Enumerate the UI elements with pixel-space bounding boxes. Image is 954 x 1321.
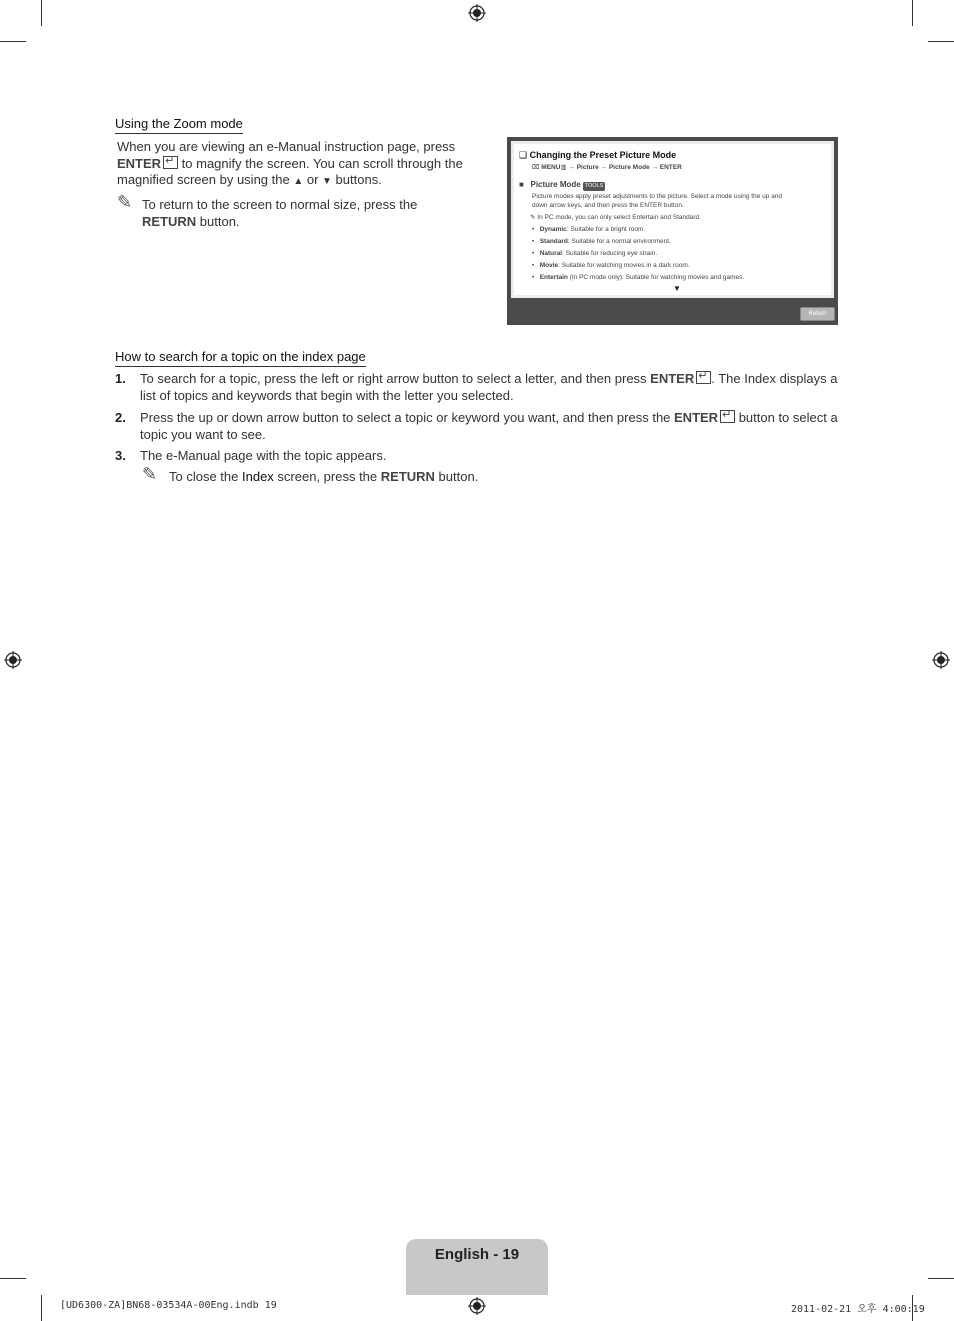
bullet-term: Natural <box>539 250 563 257</box>
bullet-text: : Suitable for a bright room. <box>566 226 646 233</box>
list-item: • Entertain (In PC mode only): Suitable for watching movies and games. <box>532 274 745 281</box>
enter-icon <box>720 410 735 423</box>
step-text <box>140 409 840 443</box>
index-label: Index <box>242 469 274 484</box>
step-number: 3. <box>115 448 126 463</box>
return-key-label: RETURN <box>380 469 435 484</box>
list-item: • Dynamic: Suitable for a bright room. <box>532 226 646 233</box>
return-key-label: RETURN <box>142 213 197 229</box>
note-pencil-icon: ✎ <box>142 464 158 484</box>
screen-page-title: ❑ Changing the Preset Picture Mode <box>519 150 677 160</box>
up-arrow-icon: ▲ <box>293 176 304 187</box>
zoom-text: buttons. <box>331 172 382 187</box>
screen-description <box>532 193 782 210</box>
zoom-text: to magnify the screen. You can scroll through the magnified screen by using the <box>117 155 463 187</box>
screen-menu-path: ⌧ MENU▥ → Picture → Picture Mode → ENTER <box>532 164 682 171</box>
zoom-note <box>142 197 442 230</box>
registration-mark-icon <box>468 4 486 22</box>
step-text-part: button to select a topic you want to see. <box>140 410 838 442</box>
desc-text: Picture modes apply preset adjustments to the picture. Select a mode using the up and <box>532 193 783 200</box>
step-number: 1. <box>115 371 126 386</box>
enter-key-label: ENTER <box>650 371 695 386</box>
note-text: button. <box>434 469 479 484</box>
step-text-part: Press the up or down arrow button to select a topic or keyword you want, and then press the <box>140 410 675 425</box>
e-manual-screen-image <box>507 137 838 325</box>
scroll-down-icon[interactable]: ▼ <box>673 284 681 293</box>
step-number: 2. <box>115 410 126 425</box>
page-number-badge <box>406 1239 548 1295</box>
screen-section-heading: ■ Picture Mode TOOLS <box>519 180 604 189</box>
screen-title-text: Changing the Preset Picture Mode <box>529 150 677 160</box>
enter-icon <box>163 156 178 169</box>
page-number-label: English - 19 <box>434 1246 520 1263</box>
screen-note-text: In PC mode, you can only select Entertain and Standard. <box>537 214 701 221</box>
crop-mark <box>928 1278 954 1279</box>
return-button[interactable]: Return <box>800 307 835 321</box>
crop-mark <box>0 41 26 42</box>
crop-mark <box>0 1278 26 1279</box>
crop-mark <box>41 1295 42 1321</box>
registration-mark-icon <box>468 1297 486 1315</box>
screen-content-frame <box>511 141 834 298</box>
bullet-text: (In PC mode only): Suitable for watching movies and games. <box>567 274 745 281</box>
index-note <box>169 469 669 486</box>
note-pencil-icon: ✎ <box>117 192 133 212</box>
enter-key-label: ENTER <box>117 155 162 171</box>
step-text-part: . The Index displays a list of topics and keywords that begin with the letter you selected. <box>140 371 838 403</box>
note-text: button. <box>196 213 240 229</box>
screen-note: ✎ In PC mode, you can only select Entertain and Standard. <box>530 214 701 221</box>
zoom-section-heading: Using the Zoom mode <box>115 116 243 134</box>
print-slug-right: 2011-02-21 오후 4:00:19 <box>791 1304 925 1315</box>
registration-mark-icon <box>4 651 22 669</box>
screen-content-page <box>514 144 831 295</box>
bullet-term: Movie <box>539 262 559 269</box>
step-text <box>140 370 840 404</box>
list-item: • Standard: Suitable for a normal environment. <box>532 238 671 245</box>
step-text-part: To search for a topic, press the left or right arrow button to select a letter, and then press <box>140 371 651 386</box>
bullet-text: : Suitable for watching movies in a dark room. <box>558 262 690 269</box>
registration-mark-icon <box>932 651 950 669</box>
enter-icon <box>696 371 711 384</box>
note-text: screen, press the <box>273 469 381 484</box>
bullet-text: : Suitable for reducing eye strain. <box>562 250 658 257</box>
desc-text: button. <box>662 201 684 209</box>
note-text: To return to the screen to normal size, press the <box>142 197 418 212</box>
down-arrow-icon: ▼ <box>322 176 332 187</box>
crop-mark <box>928 41 954 42</box>
bullet-term: Entertain <box>539 274 568 281</box>
bullet-term: Dynamic <box>539 226 567 233</box>
step-text <box>140 447 840 464</box>
zoom-text: When you are viewing an e-Manual instruction page, press <box>117 139 456 154</box>
list-item: • Natural: Suitable for reducing eye strain. <box>532 250 658 257</box>
list-item: • Movie: Suitable for watching movies in a dark room. <box>532 262 690 269</box>
note-text: To close the <box>169 469 242 484</box>
index-section-heading: How to search for a topic on the index page <box>115 349 366 367</box>
tools-badge: TOOLS <box>584 183 604 189</box>
crop-mark <box>912 0 913 26</box>
step-text-part: The e-Manual page with the topic appears. <box>140 448 387 463</box>
zoom-paragraph <box>117 139 469 191</box>
desc-text: down arrow keys, and then press the ENTER <box>532 201 663 209</box>
enter-key-label: ENTER <box>674 410 719 425</box>
crop-mark <box>41 0 42 26</box>
zoom-text: or <box>303 172 323 187</box>
section-label: Picture Mode <box>530 180 581 189</box>
bullet-term: Standard <box>539 238 568 245</box>
bullet-text: : Suitable for a normal environment. <box>567 238 671 245</box>
print-slug-left: [UD6300-ZA]BN68-03534A-00Eng.indb 19 <box>60 1300 277 1311</box>
menu-path-text: → Picture → Picture Mode → ENTER <box>568 164 682 171</box>
menu-label: MENU <box>541 164 561 171</box>
